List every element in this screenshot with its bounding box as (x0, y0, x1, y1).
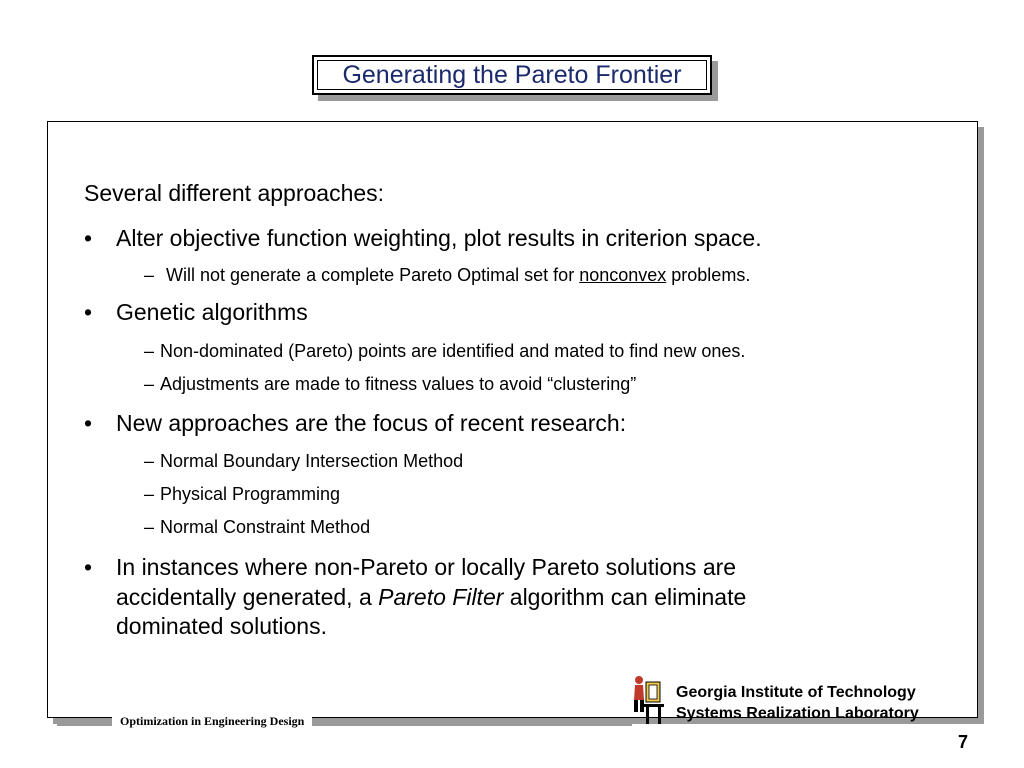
sub-bullet-text-part: problems. (666, 265, 751, 285)
bullet-glyph: • (84, 554, 93, 580)
sub-bullet-text: Physical Programming (160, 484, 341, 504)
bullet-glyph: • (84, 410, 93, 436)
title-box (312, 55, 712, 95)
dash-glyph: – (144, 265, 155, 285)
dash-glyph: – (144, 451, 155, 471)
srl-logo-icon (632, 674, 672, 726)
slide-title: Generating the Pareto Frontier (342, 60, 682, 89)
sub-bullet-text-part: Will not generate a complete Pareto Optimal set for (166, 265, 580, 285)
bullet-text: New approaches are the focus of recent research: (116, 410, 627, 436)
bullet-glyph: • (84, 225, 93, 251)
dash-glyph: – (144, 341, 155, 361)
dash-glyph: – (144, 374, 155, 394)
bullet-text: Genetic algorithms (116, 299, 308, 325)
org-line: Georgia Institute of Technology (676, 684, 916, 701)
sub-bullet-text (166, 264, 750, 286)
organization-name (676, 682, 919, 724)
dash-glyph: – (144, 517, 155, 537)
title-frame (312, 55, 712, 95)
bullet-text (116, 583, 746, 611)
bullet-text: In instances where non-Pareto or locally Pareto solutions are (116, 554, 737, 580)
sub-bullet-text: Normal Boundary Intersection Method (160, 451, 464, 471)
sub-bullet-text: Non-dominated (Pareto) points are identified and mated to find new ones. (160, 341, 746, 361)
bullet-text: Alter objective function weighting, plot results in criterion space. (116, 225, 762, 251)
page-number: 7 (958, 732, 969, 752)
bullet-text: dominated solutions. (116, 613, 327, 639)
bullet-glyph: • (84, 299, 93, 325)
course-label: Optimization in Engineering Design (112, 712, 312, 731)
sub-bullet-text: Adjustments are made to fitness values to avoid “clustering” (160, 374, 637, 394)
org-line: Systems Realization Laboratory (676, 705, 919, 722)
italic-term: Pareto Filter (378, 584, 504, 610)
underlined-term: nonconvex (579, 265, 667, 285)
bullet-text-part: accidentally generated, a (116, 584, 379, 610)
intro-text: Several different approaches: (84, 180, 385, 206)
sub-bullet-text: Normal Constraint Method (160, 517, 371, 537)
bullet-text-part: algorithm can eliminate (503, 584, 747, 610)
dash-glyph: – (144, 484, 155, 504)
